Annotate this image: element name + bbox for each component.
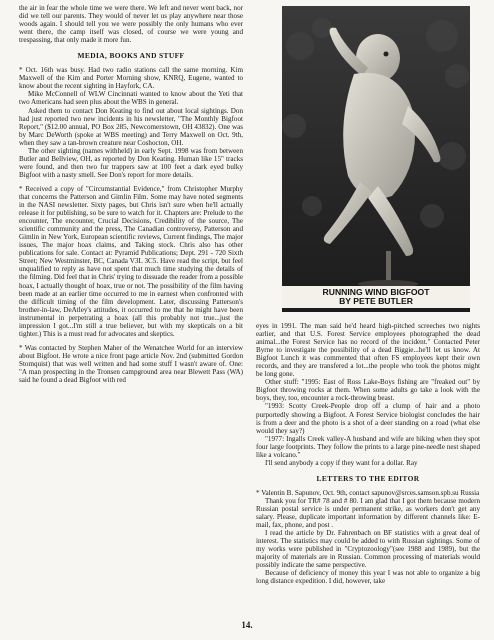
paragraph-circumstantial-evidence: * Received a copy of "Circumstantial Evidence," from Christopher Murphy that concerns the Patterson and Gimlin Film. Some may have noted segments in the NASI newsletter. Sixty pages, but Chris isn't sure when he'll actually release it for publishing, so be sure to watch for it. Chapters are: Prelude to the encounter, The encounter, Crucial Decisions, Credibility of the source, The scientific community and the press, The Canadian controversy, Patterson and Gimlin in New York, European scientific reviews, Current findings, The major issues, The major hoax claims, and Taking stock. Chris also has other publications for sale. Contact at: Pyramid Publications; Dept. 291 - 720 Sixth Street; New Westminster, BC, Canada V3L 3C5. Have read the script, but feel unqualified to reply as have not spent that much time studying the details of the filming. Did feel that in Chris' trying to dissuade the reader from a possible hoax, I actually thought of hoax, true or not. The possibility of the film having been made at an earlier time occurred to me in earnest when confronted with the difficult timing of the film development. Later, discussing Patterson's brother-in-law, DeAtley's attitudes, it occurred to me that he might have been instrumental in perpetrating a hoax (all this probably not true...just the impression I got...I'm still a true believer, but with my skepticals on a bit tighter.) This is a must read for advocates and skeptics. — [19, 184, 243, 338]
paragraph-send-copy: I'll send anybody a copy if they want for a dollar. Ray — [265, 458, 418, 467]
paragraph-ross-lake: Other stuff: "1995: East of Ross Lake-Boys fishing are "freaked out" by Bigfoot throwing rocks at them. When some adults go take a look with the boys, they, too, encounter a rock-throwing beast. — [256, 378, 480, 403]
paragraph-other-sighting: The other sighting (names withheld) in early Sept. 1998 was from between Butler and Bellview, OH, as reported by Don Keating. Human like 15" tracks were found, and then two fur trappers saw at 100 feet a dark eyed bulky Bigfoot with a nasty smell. See Don's report for more details. — [19, 146, 243, 179]
left-column — [19, 4, 243, 384]
paragraph-don-keating: Asked them to contact Don Keating to find out about local sightings. Don had just reported two new incidents in his newsletter, "The Monthly Bigfoot Report," ($12.00 annual, PO Box 285, Newcomerstown, OH 43832). One was by Marc DeWorth (spoke at WBS meeting) and Terry Maxwell on Oct. 9th, when they saw a tan-brown creature near Coshocton, OH. — [19, 106, 243, 147]
heading-letters-to-editor: LETTERS TO THE EDITOR — [316, 473, 420, 483]
paragraph-wenatchee-world: * Was contacted by Stephen Maher of the Wenatchee World for an interview about Bigfoot. He wrote a nice front page article Nov. 2nd (submitted Gordon Stomquist) that was well written and had some stuff I wasn't aware of. One: "A man prospecting in the Tronsen campground area near Blewett Pass (WA) said he found a dead Bigfoot with red — [19, 343, 243, 385]
paragraph-sapunov-expedition: Because of deficiency of money this year I was not able to organize a big long distance expedition. I did, however, take — [256, 569, 480, 586]
heading-media-books: MEDIA, BOOKS AND STUFF — [77, 51, 185, 61]
paragraph-ingalls-creek: "1977: Ingalls Creek valley-A husband and wife are hiking when they spot four large footprints. They follow the prints to a large pine-needle nest shaped like a volcano." — [256, 434, 480, 459]
paragraph-radio-stations: * Oct. 16th was busy. Had two radio stations call the same morning. Kim Maxwell of the Kim and Porter Morning show, KNRQ, Eugene, wanted to know about the recent sighting in Hayfork, CA. — [19, 66, 243, 91]
photo-caption — [282, 286, 470, 308]
page-number: 14. — [241, 620, 253, 630]
paragraph-wlw: Mike McConnell of WLW Cincinnati wanted to know about the Yeti that two Americans had seen plus about the WBS in general. — [19, 90, 243, 107]
paragraph-camp-story: the air in fear the whole time we were there. We left and never went back, nor did we tell our parents. They would of never let us play anywhere near those woods again. I should tell you we were possibly the only humans who ever went there, the camp itself was closed, of course we were young and trespassing, that only made it more fun. — [19, 4, 243, 45]
right-column — [256, 322, 480, 585]
paragraph-sapunov-statistics: I read the article by Dr. Fahrenbach on BF statistics with a great deal of interest. The statistics may could be added to with Russian sightings. Some of my works were published in "Cryptozoology"(see 1988 and 1989), but the majority of materials are in Russian. Common processing of materials would possibly indicate the same perspective. — [256, 529, 480, 570]
caption-author: BY PETE BUTLER — [339, 296, 413, 307]
sculpture-image — [282, 6, 470, 312]
caption-title: RUNNING WIND BIGFOOT — [322, 286, 430, 297]
paragraph-scotty-creek: "1993: Scotty Creek-People drop off a clump of hair and a photo purportedly showing a Bigfoot. A Forest Service biologist concludes the hair is from a deer and the photo is a shot of a deer standing on a road (what else would they say?) — [256, 402, 480, 435]
paragraph-sapunov-contact: * Valentin B. Sapunov, Oct. 9th, contact sapunov@srces.samson.spb.su Russia — [256, 488, 480, 497]
bigfoot-sculpture-photo — [282, 6, 470, 312]
support-post — [386, 251, 391, 283]
paragraph-sapunov-thanks: Thank you for TR# 78 and # 80. I am glad that I got them because modern Russian postal service is under permanent strike, as workers don't get any salary. Please, duplicate important information by different channels like: E-mail, fax, phone, and post . — [256, 496, 480, 530]
paragraph-dead-bigfoot: eyes in 1991. The man said he'd heard high-pitched screeches two nights earlier, and that U.S. Forest Service employees photographed the dead animal...the Forest Service has no record of the incident." Contacted Peter Byrne to investigate the possibility of a dead Biggie...he'll let us know. At Bigfoot Lunch it was commented that often FS employees kept their own records, and they are transfered a lot...the people who took the photos might be long gone. — [256, 322, 480, 379]
figure-eye — [384, 52, 389, 57]
